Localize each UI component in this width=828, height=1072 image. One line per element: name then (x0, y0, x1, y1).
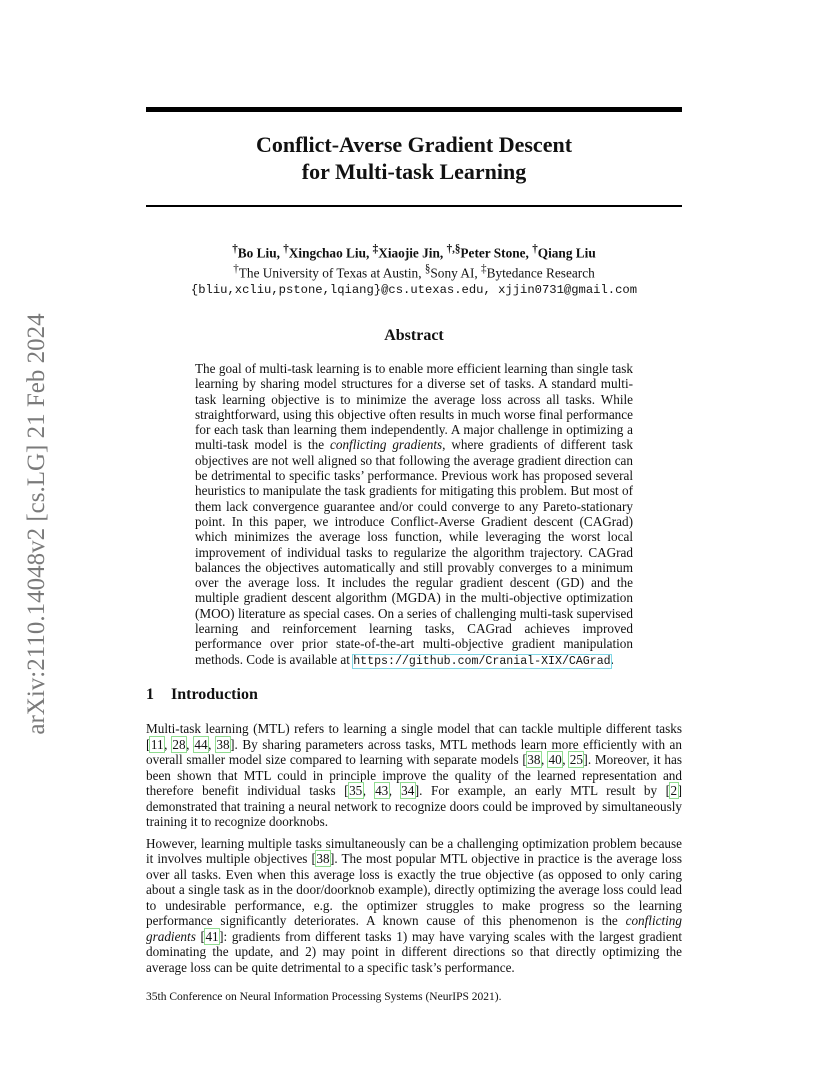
author-mark: ‡ (372, 243, 379, 255)
intro-text: ]. The most popular MTL objective in practice is the average loss over all tasks. Even when this average loss is exactly the true objective (as opposed to only caring about a single task as in the door/doorknob example), directly optimizing the average loss could lead to undesirable performance, e.g. the optimizer struggles to make progress so the learning performance significantly deteriorates. A known cause of this phenomenon is the (146, 851, 683, 928)
title-rule-top (146, 107, 682, 112)
affiliation-mark: † (233, 263, 239, 276)
citation-link[interactable]: 25 (569, 752, 583, 767)
author-emails: {bliu,xcliu,pstone,lqiang}@cs.utexas.edu, xjjin0731@gmail.com (190, 282, 638, 297)
abstract-heading: Abstract (384, 327, 444, 344)
author-name: Peter Stone, (460, 245, 529, 261)
introduction-body (146, 721, 682, 981)
author-affiliations (146, 261, 682, 281)
intro-text: However, learning multiple tasks simultaneously can be a challenging optimization problem because it involves multiple objectives [ (146, 835, 682, 866)
intro-text: ] demonstrated that training a neural network to recognize doors could be improved by simultaneously training it to recognize doorknobs. (146, 783, 682, 829)
affiliation: Bytedance Research (486, 265, 595, 281)
author-mark: † (283, 243, 289, 255)
citation-link[interactable]: 2 (670, 783, 678, 798)
arxiv-stamp-text: arXiv:2110.14048v2 [cs.LG] 21 Feb 2024 (23, 313, 50, 735)
intro-paragraph-1: Multi-task learning (MTL) refers to learning a single model that can tackle multiple different tasks [11, 28, 44, 38]. By sharing parameters across tasks, MTL methods learn more efficiently with an overall smaller model size compared to learning with separate models [38, 40, 25]. Moreover, it has been shown that MTL could in principle improve the quality of the learned representation and therefore benefit individual tasks [35, 43, 34]. For example, an early MTL result by [2] demonstrated that training a neural network to recognize doors could be improved by simultaneously training it to recognize doorknobs. (146, 721, 682, 829)
paper-title (146, 131, 682, 185)
citation-link[interactable]: 35 (349, 783, 363, 798)
citation-link[interactable]: 38 (527, 752, 541, 767)
intro-text: Multi-task learning (MTL) refers to learning a single model that can tackle multiple different tasks [ (146, 721, 682, 752)
intro-text: ]. For example, an early MTL result by [ (414, 783, 670, 798)
intro-emphasis: conflicting gradients (146, 913, 682, 944)
author-name: Xingchao Liu, (288, 245, 370, 261)
citation-link[interactable]: 11 (150, 736, 164, 752)
intro-text: ]. By sharing parameters across tasks, MTL methods learn more efficiently with an overall smaller model size compared to learning with separate models [ (146, 736, 682, 767)
author-name: Bo Liu, (237, 245, 280, 261)
author-mark: †,§ (446, 243, 461, 255)
citation-link[interactable]: 43 (375, 783, 389, 798)
code-link[interactable]: https://github.com/Cranial-XIX/CAGrad (353, 654, 611, 668)
title-line-2: for Multi-task Learning (301, 159, 527, 184)
abstract-emphasis: conflicting gradients (330, 437, 443, 453)
section-title: Introduction (171, 686, 258, 703)
title-rule-bottom (146, 205, 682, 207)
author-mark: † (532, 243, 538, 255)
abstract-end: . (610, 651, 614, 667)
intro-paragraph-2 (146, 836, 682, 976)
section-number: 1 (146, 686, 154, 703)
author-names (146, 241, 682, 261)
abstract-text: , where gradients of different task objectives are not well aligned so that following the average gradient direction can be detrimental to specific tasks’ performance. Previous work has proposed several heuristics to manipulate the task gradients for mitigating this problem. But most of them lack convergence guarantee and/or could converge to any Pareto-stationary point. In this paper, we introduce Conflict-Averse Gradient descent (CAGrad) which minimizes the average loss function, while leveraging the worst local improvement of individual tasks to regularize the algorithm trajectory. CAGrad balances the objectives automatically and still provably converges to a minimum over the average loss. It includes the regular gradient descent (GD) and the multiple gradient descent algorithm (MGDA) in the multi-objective optimization (MOO) literature as special cases. On a series of challenging multi-task supervised learning and reinforcement learning tasks, CAGrad achieves improved performance over prior state-of-the-art multi-objective gradient manipulation methods. Code is available at (195, 437, 633, 667)
affiliation-mark: ‡ (481, 263, 487, 276)
citation-link[interactable]: 44 (194, 736, 208, 752)
author-mark: † (232, 243, 238, 255)
section-heading-introduction (146, 686, 258, 704)
citation-link[interactable]: 28 (172, 736, 186, 752)
intro-text: ]. Moreover, it has been shown that MTL could in principle improve the quality of the learned representation and therefore benefit individual tasks [ (146, 752, 682, 798)
title-line-1: Conflict-Averse Gradient Descent (255, 132, 573, 157)
citation-link[interactable]: 38 (216, 736, 230, 752)
affiliation: The University of Texas at Austin, (238, 265, 422, 281)
intro-text: ]: gradients from different tasks 1) may have varying scales with the largest gradient dominating the update, and 2) may point in different directions so that directly optimizing the average loss can be quite detrimental to a specific task’s performance. (146, 928, 682, 975)
abstract-body (195, 361, 633, 669)
intro-text: [ (195, 928, 205, 944)
citation-link[interactable]: 38 (316, 851, 330, 866)
affiliation-mark: § (424, 263, 431, 276)
author-name: Qiang Liu (537, 245, 596, 261)
author-block (146, 241, 682, 299)
citation-link[interactable]: 41 (205, 928, 219, 944)
conference-footer: 35th Conference on Neural Information Processing Systems (NeurIPS 2021). (146, 991, 502, 1003)
author-name: Xiaojie Jin, (378, 245, 444, 261)
citation-link[interactable]: 40 (548, 752, 562, 767)
affiliation: Sony AI, (430, 265, 478, 281)
abstract-text: The goal of multi-task learning is to enable more efficient learning than single task learning by sharing model structures for a diverse set of tasks. A standard multi-task learning objective is to minimize the average loss across all tasks. While straightforward, using this objective often results in much worse final performance for each task than learning them independently. A major challenge in optimizing a multi-task model is the (195, 361, 633, 453)
citation-link[interactable]: 34 (401, 783, 415, 798)
